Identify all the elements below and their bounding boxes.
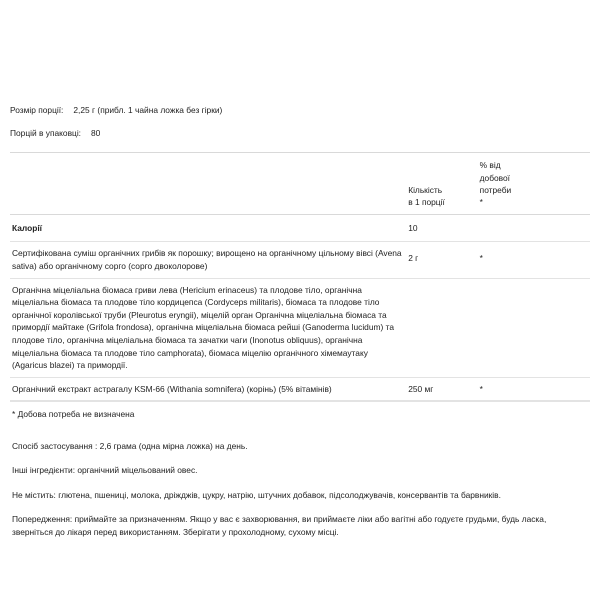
header-name-cell (10, 153, 406, 215)
table-row (10, 278, 590, 377)
header-amount-line1: Кількість (408, 184, 443, 195)
other-ingredients-paragraph: Інші інгредієнти: органічний міцельований овес. (12, 465, 198, 476)
row-name: Сертифікована суміш органічних грибів як порошку; вирощено на органічному цільному вівсі (Avena sativa) або органічному сорго (сорго двоколорове) (10, 242, 406, 278)
row-dv: * (478, 242, 590, 278)
row-dv: * (478, 377, 590, 401)
row-amount (406, 278, 477, 377)
serving-size-value: 2,25 г (прибл. 1 чайна ложка без гірки) (73, 105, 223, 115)
table-row (10, 242, 590, 278)
daily-value-footnote: * Добова потреба не визначена (10, 401, 590, 430)
directions-paragraph: Спосіб застосування : 2,6 грама (одна мірна ложка) на день. (12, 440, 248, 451)
serving-size-row (10, 100, 590, 123)
row-amount: 250 мг (406, 377, 477, 401)
table-row (10, 215, 590, 242)
row-dv (478, 278, 590, 377)
serving-size-label: Розмір порції: (10, 105, 64, 115)
row-name: Органічний екстракт астрагалу KSM-66 (Withania somnifera) (корінь) (5% вітамінів) (10, 377, 406, 401)
free-from-paragraph: Не містить: глютена, пшениці, молока, дріжджів, цукру, натрію, штучних добавок, підсолоджувачів, консервантів та барвників. (12, 489, 501, 500)
servings-per-container-value: 80 (91, 128, 101, 139)
row-amount: 2 г (406, 242, 477, 278)
header-dv-line1: % від (479, 160, 501, 171)
warning-paragraph: Попередження: приймайте за призначенням. Якщо у вас є захворювання, ви приймаєте ліки або вагітні або годуєте грудьми, будь ласка, зверніться до лікаря перед використанням. Зберігати у прохолодному, сухому місці. (12, 514, 547, 538)
header-dv-line4: * (479, 196, 483, 207)
header-amount-cell (406, 153, 477, 215)
supplement-facts-table (10, 152, 590, 401)
row-name: Калорії (10, 215, 406, 242)
servings-per-container-label: Порцій в упаковці: (10, 128, 82, 139)
header-dv-line3: потреби (479, 184, 512, 195)
header-dv-cell (478, 153, 590, 215)
row-dv (478, 215, 590, 242)
table-row (10, 377, 590, 401)
serving-info (10, 100, 590, 146)
row-name: Органічна міцеліальна біомаса гриви лева (Hericium erinaceus) та плодове тіло, органічна міцеліальна біомаса та плодове тіло кордицепса (Cordyceps militaris), біомаса та плодове тіло органічної королівської труби (Pleurotus eryngii), міцелій орган Органічна міцеліальна біомаса та примордії майтаке (Grifola frondosa), органічна міцеліальна біомаса рейші (Ganoderma lucidum) та плодове тіло, органічна міцеліальна біомаса та зачатки чаги (Inonotus obliquus), органічна міцеліальна біомаса та плодове тіло camphorata), біомаса міцелію органічного хімемаутаку (Agaricus blazei) та примордії. (10, 278, 406, 377)
header-dv-line2: добової (479, 172, 510, 183)
table-header-row (10, 153, 590, 215)
header-amount-line2: в 1 порції (408, 196, 445, 207)
servings-per-container-row (10, 123, 590, 146)
row-amount: 10 (406, 215, 477, 242)
